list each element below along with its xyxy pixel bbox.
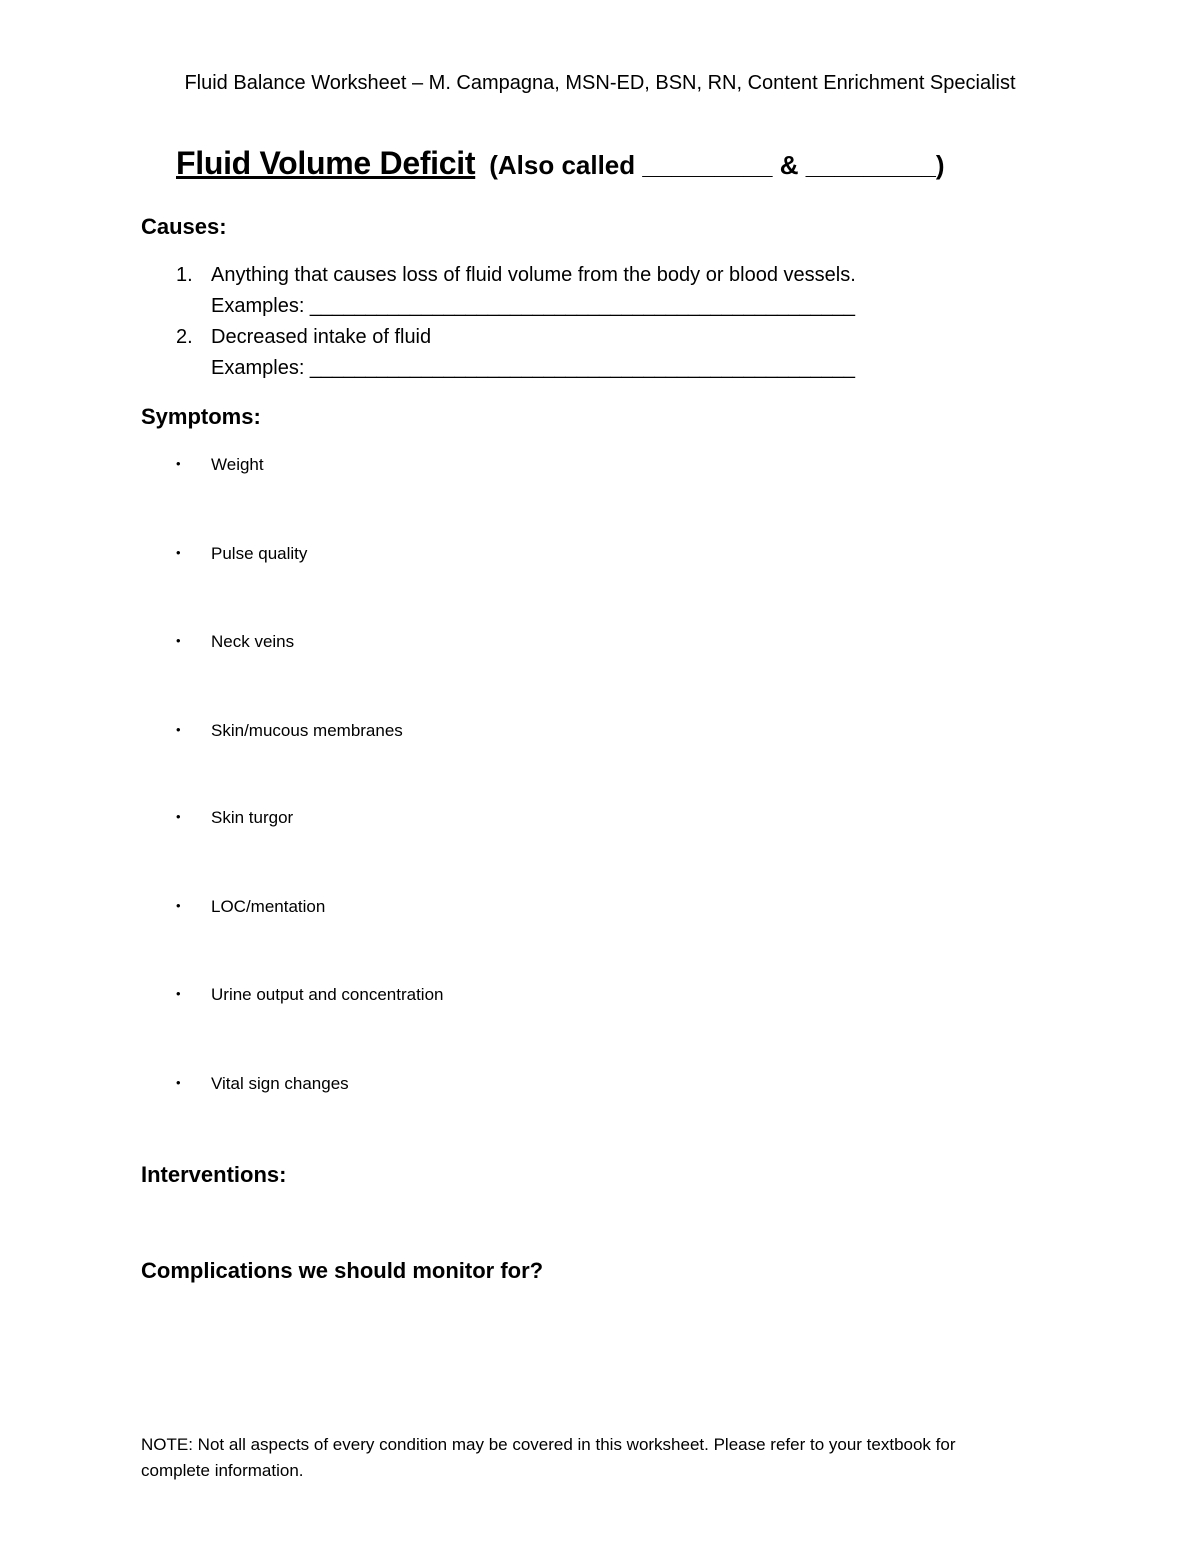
symptom-item: • Weight [176, 455, 264, 474]
symptom-item: • Skin/mucous membranes [176, 721, 403, 740]
page-title [176, 145, 945, 182]
cause-item-2 [176, 326, 431, 349]
causes-heading: Causes: [141, 214, 227, 239]
cause-item-number: 2. [176, 326, 193, 348]
title-main: Fluid Volume Deficit [176, 145, 476, 181]
bullet-icon: • [176, 809, 181, 824]
bullet-icon: • [176, 986, 181, 1001]
bullet-icon: • [176, 1075, 181, 1090]
symptom-item: • Skin turgor [176, 808, 294, 827]
symptom-item: • Vital sign changes [176, 1074, 349, 1093]
cause-item-1 [176, 264, 856, 287]
cause-item-number: 1. [176, 264, 193, 286]
bullet-icon: • [176, 633, 181, 648]
title-aside: (Also called _________ & _________) [489, 150, 945, 180]
bullet-icon: • [176, 898, 181, 913]
complications-heading: Complications we should monitor for? [141, 1258, 544, 1283]
symptom-item: • LOC/mentation [176, 897, 326, 916]
page-header: Fluid Balance Worksheet – M. Campagna, MSN-ED, BSN, RN, Content Enrichment Specialist [184, 72, 1016, 94]
footer-note: NOTE: Not all aspects of every condition may be covered in this worksheet. Please refer to your textbook for complete information. [141, 1435, 956, 1480]
cause-item-text: Anything that causes loss of fluid volume from the body or blood vessels. [211, 264, 856, 286]
symptom-item: • Urine output and concentration [176, 985, 444, 1004]
cause-item-2-examples: Examples: _________________________________________________ [211, 357, 855, 379]
bullet-icon: • [176, 722, 181, 737]
cause-item-1-examples: Examples: _________________________________________________ [211, 295, 855, 317]
cause-item-text: Decreased intake of fluid [211, 326, 432, 348]
interventions-heading: Interventions: [141, 1162, 287, 1187]
bullet-icon: • [176, 456, 181, 471]
symptoms-heading: Symptoms: [141, 404, 261, 429]
symptom-item: • Pulse quality [176, 544, 308, 563]
symptom-item: • Neck veins [176, 632, 295, 651]
bullet-icon: • [176, 545, 181, 560]
